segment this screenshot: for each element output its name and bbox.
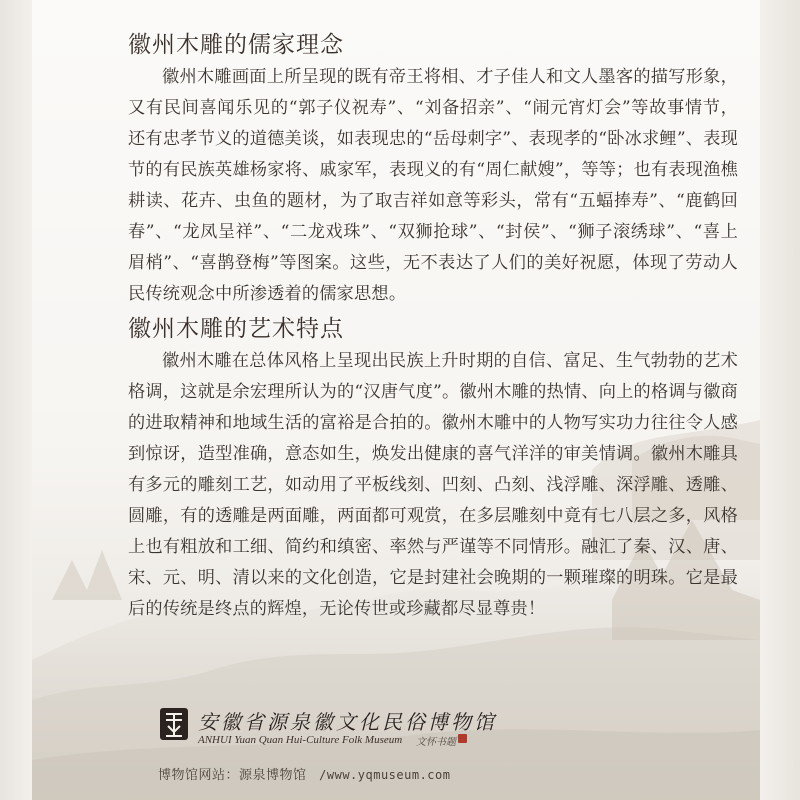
left-margin	[0, 0, 32, 800]
red-seal-icon	[458, 734, 467, 743]
article-content	[128, 28, 738, 625]
section-paragraph-artistic: 徽州木雕在总体风格上呈现出民族上升时期的自信、富足、生气勃勃的艺术格调，这就是余宏理所认为的“汉唐气度”。徽州木雕的热情、向上的格调与徽商的进取精神和地域生活的富裕是合拍的。徽州木雕中的人物写实功力往往令人感到惊讶，造型准确，意态如生，焕发出健康的喜气洋洋的审美情调。徽州木雕具有多元的雕刻工艺，如动用了平板线刻、凹刻、凸刻、浅浮雕、深浮雕、透雕、圆雕，有的透雕是两面雕，两面都可观赏，在多层雕刻中竟有七八层之多，风格上也有粗放和工细、简约和缜密、率然与严谨等不同情形。融汇了秦、汉、唐、宋、元、明、清以来的文化创造，它是封建社会晚期的一颗璀璨的明珠。它是最后的传统是终点的辉煌，无论传世或珍藏都尽显尊贵！	[128, 351, 738, 619]
section-heading-artistic: 徽州木雕的艺术特点	[128, 316, 344, 342]
section-paragraph-confucian: 徽州木雕画面上所呈现的既有帝王将相、才子佳人和文人墨客的描写形象，又有民间喜闻乐见的“郭子仪祝寿”、“刘备招亲”、“闹元宵灯会”等故事情节，还有忠孝节义的道德美谈，如表现忠的“岳母刺字”、表现孝的“卧冰求鲤”、表现节的有民族英雄杨家将、戚家军，表现义的有“周仁献嫂”，等等；也有表现渔樵耕读、花卉、虫鱼的题材，为了取吉祥如意等彩头，常有“五蝠捧寿”、“鹿鹤回春”、“龙凤呈祥”、“二龙戏珠”、“双狮抢球”、“封侯”、“狮子滚绣球”、“喜上眉梢”、“喜鹊登梅”等图案。这些，无不表达了人们的美好祝愿，体现了劳动人民传统观念中所渗透着的儒家思想。	[128, 67, 738, 304]
section-heading-confucian: 徽州木雕的儒家理念	[128, 32, 344, 58]
website-url[interactable]: /www.yqmuseum.com	[319, 768, 451, 782]
museum-website	[158, 764, 450, 783]
brochure-page	[32, 0, 760, 800]
museum-logo-icon	[158, 706, 190, 742]
museum-name-chinese: 安徽省源泉徽文化民俗博物馆	[198, 710, 497, 734]
right-margin	[760, 0, 800, 800]
museum-name-english: ANHUI Yuan Quan Hui-Culture Folk Museum	[198, 734, 403, 746]
website-label: 博物馆网站：源泉博物馆	[158, 768, 307, 783]
museum-signature	[158, 704, 578, 752]
calligraphy-signature: 文怀书题	[416, 737, 456, 748]
